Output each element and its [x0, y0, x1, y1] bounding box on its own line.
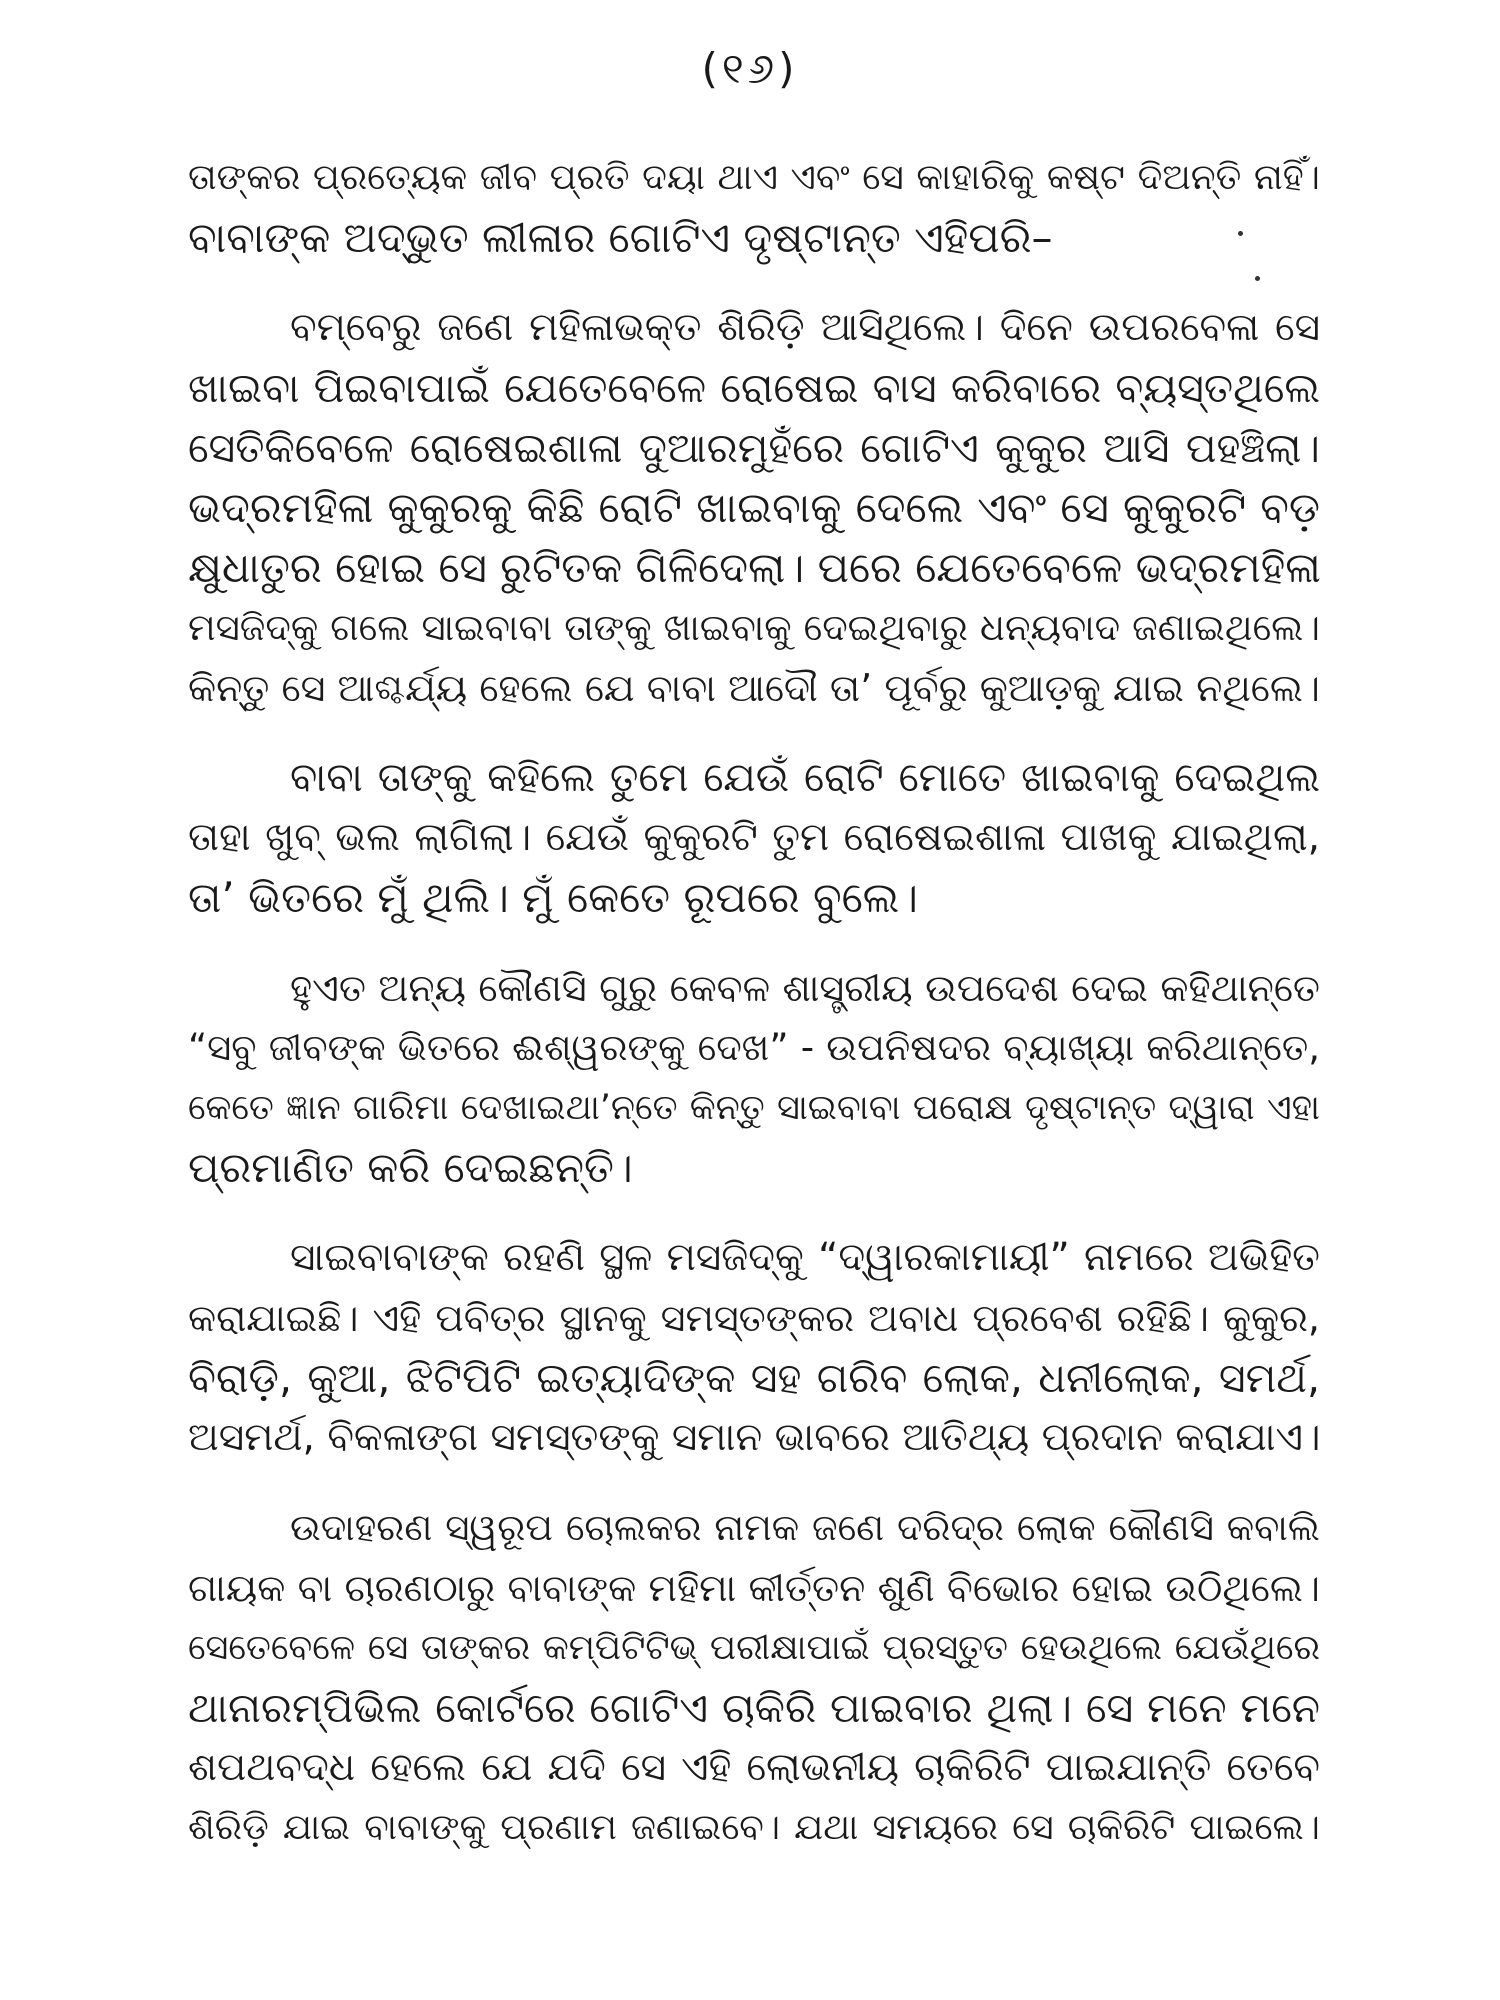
paragraph-2-line-7: କିନ୍ତୁ ସେ ଆଶ୍ଚର୍ଯ୍ୟ ହେଲେ ଯେ ବାବା ଆଦୌ ତା’ ପୂର୍ବରୁ କୁଆଡ଼କୁ ଯାଇ ନଥିଲେ।	[188, 666, 1320, 710]
paragraph-2-line-5: କ୍ଷୁଧାତୁର ହୋଇ ସେ ରୁଟିତକ ଗିଳିଦେଲା। ପରେ ଯେତେବେଳେ ଭଦ୍ରମହିଳା	[188, 543, 1321, 592]
paragraph-4-line-4: ପ୍ରମାଣିତ କରି ଦେଇଛନ୍ତି।	[188, 1143, 633, 1192]
paragraph-2-line-6: ମସଜିଦ୍‌କୁ ଗଲେ ସାଇବାବା ତାଙ୍କୁ ଖାଇବାକୁ ଦେଇଥିବାରୁ ଧନ୍ୟବାଦ ଜଣାଇଥିଲେ।	[188, 606, 1320, 649]
paragraph-6-line-3: ସେତେବେଳେ ସେ ତାଙ୍କର କମ୍ପିଟିଟିଭ୍ ପରୀକ୍ଷାପାଇଁ ପ୍ରସ୍ତୁତ ହେଉଥିଲେ ଯେଉଁଥିରେ	[188, 1628, 1320, 1668]
paragraph-4-line-3: କେତେ ଜ୍ଞାନ ଗାରିମା ଦେଖାଇଥା’ନ୍ତେ କିନ୍ତୁ ସାଇବାବା ପରୋକ୍ଷ ଦୃଷ୍ଟାନ୍ତ ଦ୍ୱାରା ଏହା	[188, 1088, 1320, 1128]
paragraph-6-line-4: ଥାନାରମ୍ପିଭିଲ କୋର୍ଟରେ ଗୋଟିଏ ଚାକିରି ପାଇବାର ଥିଲା। ସେ ମନେ ମନେ	[188, 1684, 1320, 1732]
paragraph-6-line-1: ଉଦାହରଣ ସ୍ୱରୂପ ଚୋଲକର ନାମକ ଜଣେ ଦରିଦ୍ର ଲୋକ କୌଣସି କବାଲି	[290, 1506, 1320, 1549]
paragraph-6-line-5: ଶପଥବଦ୍ଧ ହେଲେ ଯେ ଯଦି ସେ ଏହି ଲୋଭନୀୟ ଚାକିରିଟି ପାଇଯାନ୍ତି ତେବେ	[188, 1745, 1320, 1790]
paragraph-2-line-1: ବମ୍ବେରୁ ଜଣେ ମହିଳାଭକ୍ତ ଶିରିଡ଼ି ଆସିଥିଲେ। ଦିନେ ଉପରବେଳା ସେ	[290, 305, 1320, 350]
paragraph-5-line-4: ଅସମର୍ଥ, ବିକଳାଙ୍ଗ ସମସ୍ତଙ୍କୁ ସମାନ ଭାବରେ ଆତିଥ୍ୟ ପ୍ରଦାନ କରାଯାଏ।	[188, 1415, 1321, 1460]
paragraph-2-line-4: ଭଦ୍ରମହିଳା କୁକୁରକୁ କିଛି ରୋଟି ଖାଇବାକୁ ଦେଲେ ଏବଂ ସେ କୁକୁରଟି ବଡ଼	[188, 483, 1320, 532]
paragraph-3-line-2: ତାହା ଖୁବ୍ ଭଲ ଲାଗିଲା। ଯେଉଁ କୁକୁରଟି ତୁମ ରୋଷେଇଶାଳା ପାଖକୁ ଯାଇଥିଲା,	[188, 815, 1320, 860]
paragraph-1-line-2: ବାବାଙ୍କ ଅଦ୍‌ଭୁତ ଲୀଳାର ଗୋଟିଏ ଦୃଷ୍ଟାନ୍ତ ଏହିପରି–	[188, 213, 1053, 262]
paragraph-4-line-2: “ସବୁ ଜୀବଙ୍କ ଭିତରେ ଈଶ୍ୱରଙ୍କୁ ଦେଖ” - ଉପନିଷଦର ବ୍ୟାଖ୍ୟା କରିଥାନ୍ତେ,	[188, 1026, 1320, 1069]
paragraph-5-line-2: କରାଯାଇଛି। ଏହି ପବିତ୍ର ସ୍ଥାନକୁ ସମସ୍ତଙ୍କର ଅବାଧ ପ୍ରବେଶ ରହିଛି। କୁକୁର,	[188, 1296, 1320, 1340]
page-number: (୧୬)	[701, 44, 799, 93]
paragraph-3-line-1: ବାବା ତାଙ୍କୁ କହିଲେ ତୁମେ ଯେଉଁ ରୋଟି ମୋତେ ଖାଇବାକୁ ଦେଇଥିଲ	[290, 755, 1320, 801]
scan-speck	[1255, 276, 1260, 281]
paragraph-4-line-1: ହୁଏତ ଅନ୍ୟ କୌଣସି ଗୁରୁ କେବଳ ଶାସ୍ତ୍ରୀୟ ଉପଦେଶ ଦେଇ କହିଥାନ୍ତେ	[290, 966, 1320, 1010]
scan-speck	[1238, 231, 1243, 236]
paragraph-5-line-1: ସାଇବାବାଙ୍କ ରହଣି ସ୍ଥଳ ମସଜିଦ୍‌କୁ “ଦ୍ୱାରକାମାୟୀ” ନାମରେ ଅଭିହିତ	[290, 1235, 1320, 1280]
paragraph-6-line-6: ଶିରିଡ଼ି ଯାଇ ବାବାଙ୍କୁ ପ୍ରଣାମ ଜଣାଇବେ। ଯଥା ସମୟରେ ସେ ଚାକିରିଟି ପାଇଲେ।	[188, 1807, 1320, 1848]
paragraph-2-line-3: ସେତିକିବେଳେ ରୋଷେଇଶାଳା ଦୁଆରମୁହଁରେ ଗୋଟିଏ କୁକୁର ଆସି ପହଞ୍ଚିଲା।	[188, 424, 1320, 472]
paragraph-2-line-2: ଖାଇବା ପିଇବାପାଇଁ ଯେତେବେଳେ ରୋଷେଇ ବାସ କରିବାରେ ବ୍ୟସ୍ତଥିଲେ	[188, 364, 1320, 412]
paragraph-5-line-3: ବିରାଡ଼ି, କୁଆ, ଝିଟିପିଟି ଇତ୍ୟାଦିଙ୍କ ସହ ଗରିବ ଲୋକ, ଧନୀଲୋକ, ସମର୍ଥ,	[188, 1354, 1320, 1402]
paragraph-6-line-2: ଗାୟକ ବା ଚାରଣଠାରୁ ବାବାଙ୍କ ମହିମା କୀର୍ତ୍ତନ ଶୁଣି ବିଭୋର ହୋଇ ଉଠିଥିଲେ।	[188, 1566, 1320, 1610]
paragraph-3-line-3: ତା’ ଭିତରେ ମୁଁ ଥିଲି। ମୁଁ କେତେ ରୂପରେ ବୁଲେ।	[188, 873, 919, 922]
paragraph-1-line-1: ତାଙ୍କର ପ୍ରତ୍ୟେକ ଜୀବ ପ୍ରତି ଦୟା ଥାଏ ଏବଂ ସେ କାହାରିକୁ କଷ୍ଟ ଦିଅନ୍ତି ନାହିଁ।	[188, 157, 1320, 198]
